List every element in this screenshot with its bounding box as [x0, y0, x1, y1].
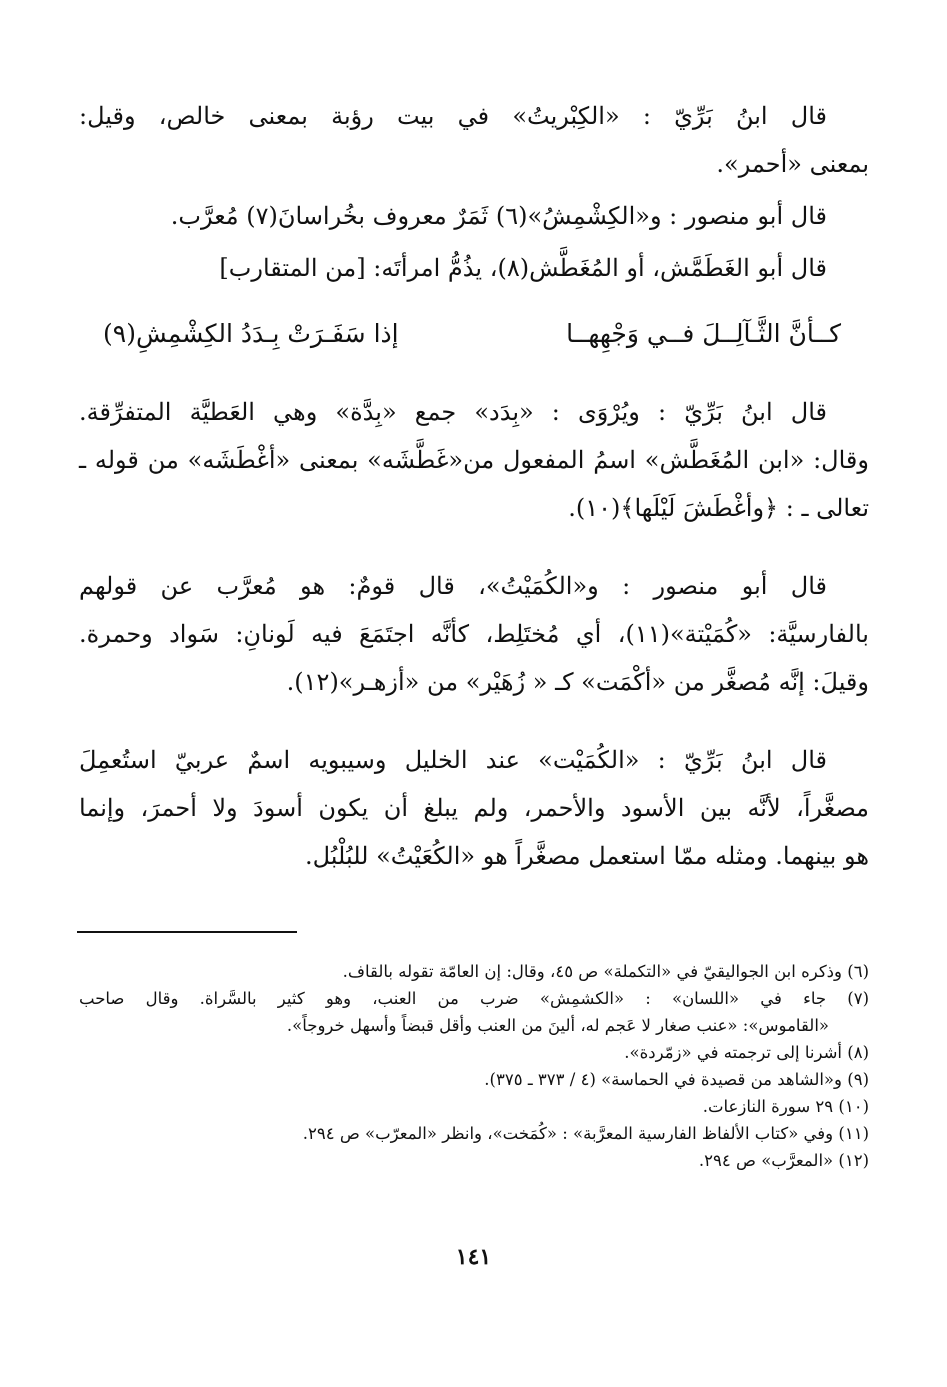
footnote-divider	[77, 931, 297, 933]
text-line: قال ابنُ بَرِّيّ : ويُرْوَى : «بِدَد» جمع «بِدَّة» وهي العَطيَّة المتفرِّقة.	[79, 398, 827, 426]
main-text	[79, 92, 869, 880]
footnote: (١٢) «المعرَّب» ص ٢٩٤.	[698, 1151, 869, 1170]
footnote: (٧) جاء في «اللسان» : «الكشمِش» ضرب من العنب، وهو كثير بالسَّراة. وقال صاحب	[79, 989, 869, 1008]
footnote: (٨) أشرنا إلى ترجمته في «زمّردة».	[624, 1043, 869, 1062]
page-number: ١٤١	[455, 1244, 492, 1270]
text-line: هو بينهما. ومثله ممّا استعمل مصغَّراً هو «الكُعَيْتُ» للبُلْبُل.	[304, 842, 869, 870]
footnotes	[79, 958, 869, 1174]
verse-first-hemistich: كــأنَّ الثَّـآلِــلَ فــي وَجْهِهــا	[566, 319, 841, 348]
text-line: بالفارسيَّة: «كُمَيْتة»(١١)، أي مُختَلِط، كأنَّه اجتَمَعَ فيه لَونانِ: سَواد وحمرة.	[79, 620, 869, 648]
text-line: مصغَّراً، لأنَّه بين الأسود والأحمر، ولم يبلغ أن يكون أسودَ ولا أحمرَ، وإنما	[79, 794, 869, 822]
text-line: قال أبو منصور : و«الكُمَيْتُ»، قال قومٌ: هو مُعرَّب عن قولهم	[79, 572, 827, 600]
text-line: تعالى ـ : ﴿وأغْطَشَ لَيْلَها﴾(١٠).	[568, 494, 869, 522]
verse-second-hemistich: إذا سَفَـرَتْ بِـدَدُ الكِشْمِشِ(٩)	[103, 319, 399, 348]
text-line: وقيلَ: إنَّه مُصغَّر من «أكْمَت» كـ « زُهَيْر» من «أزهـر»(١٢).	[286, 668, 869, 696]
footnote-continuation: «القاموس»: «عنب صغار لا عَجم له، ألينَ من العنب وأقل قبضاً وأسهل خروجاً».	[286, 1016, 829, 1035]
footnote: (١٠) ٢٩ سورة النازعات.	[702, 1097, 869, 1116]
footnote: (٩) و«الشاهد من قصيدة في الحماسة» (٤ / ٣٧٣ ـ ٣٧٥).	[484, 1070, 869, 1089]
footnote: (١١) وفي «كتاب الألفاظ الفارسية المعرَّبة» : «كُمَخت»، وانظر «المعرّب» ص ٢٩٤.	[302, 1124, 869, 1143]
text-line: قال أبو منصور : و«الكِشْمِشُ»(٦) ثَمَرٌ معروف بخُراسانَ(٧) مُعرَّب.	[170, 202, 827, 230]
text-line: وقال: «ابن المُغَطَّش» اسمُ المفعول من«غَطَّشَه» بمعنى «أغْطَشَه» من قوله ـ	[79, 446, 869, 474]
text-line: بمعنى «أحمر».	[716, 150, 869, 178]
text-line: قال أبو الغَطَمَّش، أو المُغَطَّش(٨)، يذُمُّ امرأتَه: [من المتقارب]	[219, 254, 827, 282]
text-line: قال ابنُ بَرِّيّ : «الكُمَيْت» عند الخليل وسيبويه اسمٌ عربيّ استُعمِلَ	[79, 746, 827, 774]
text-line: قال ابنُ بَرِّيّ : «الكِبْريتُ» في بيت رؤبة بمعنى خالص، وقيل:	[79, 102, 827, 130]
footnote: (٦) وذكره ابن الجواليقيّ في «التكملة» ص ٤٥، وقال: إن العامّة تقوله بالقاف.	[342, 962, 869, 981]
poem-verse	[79, 310, 869, 358]
